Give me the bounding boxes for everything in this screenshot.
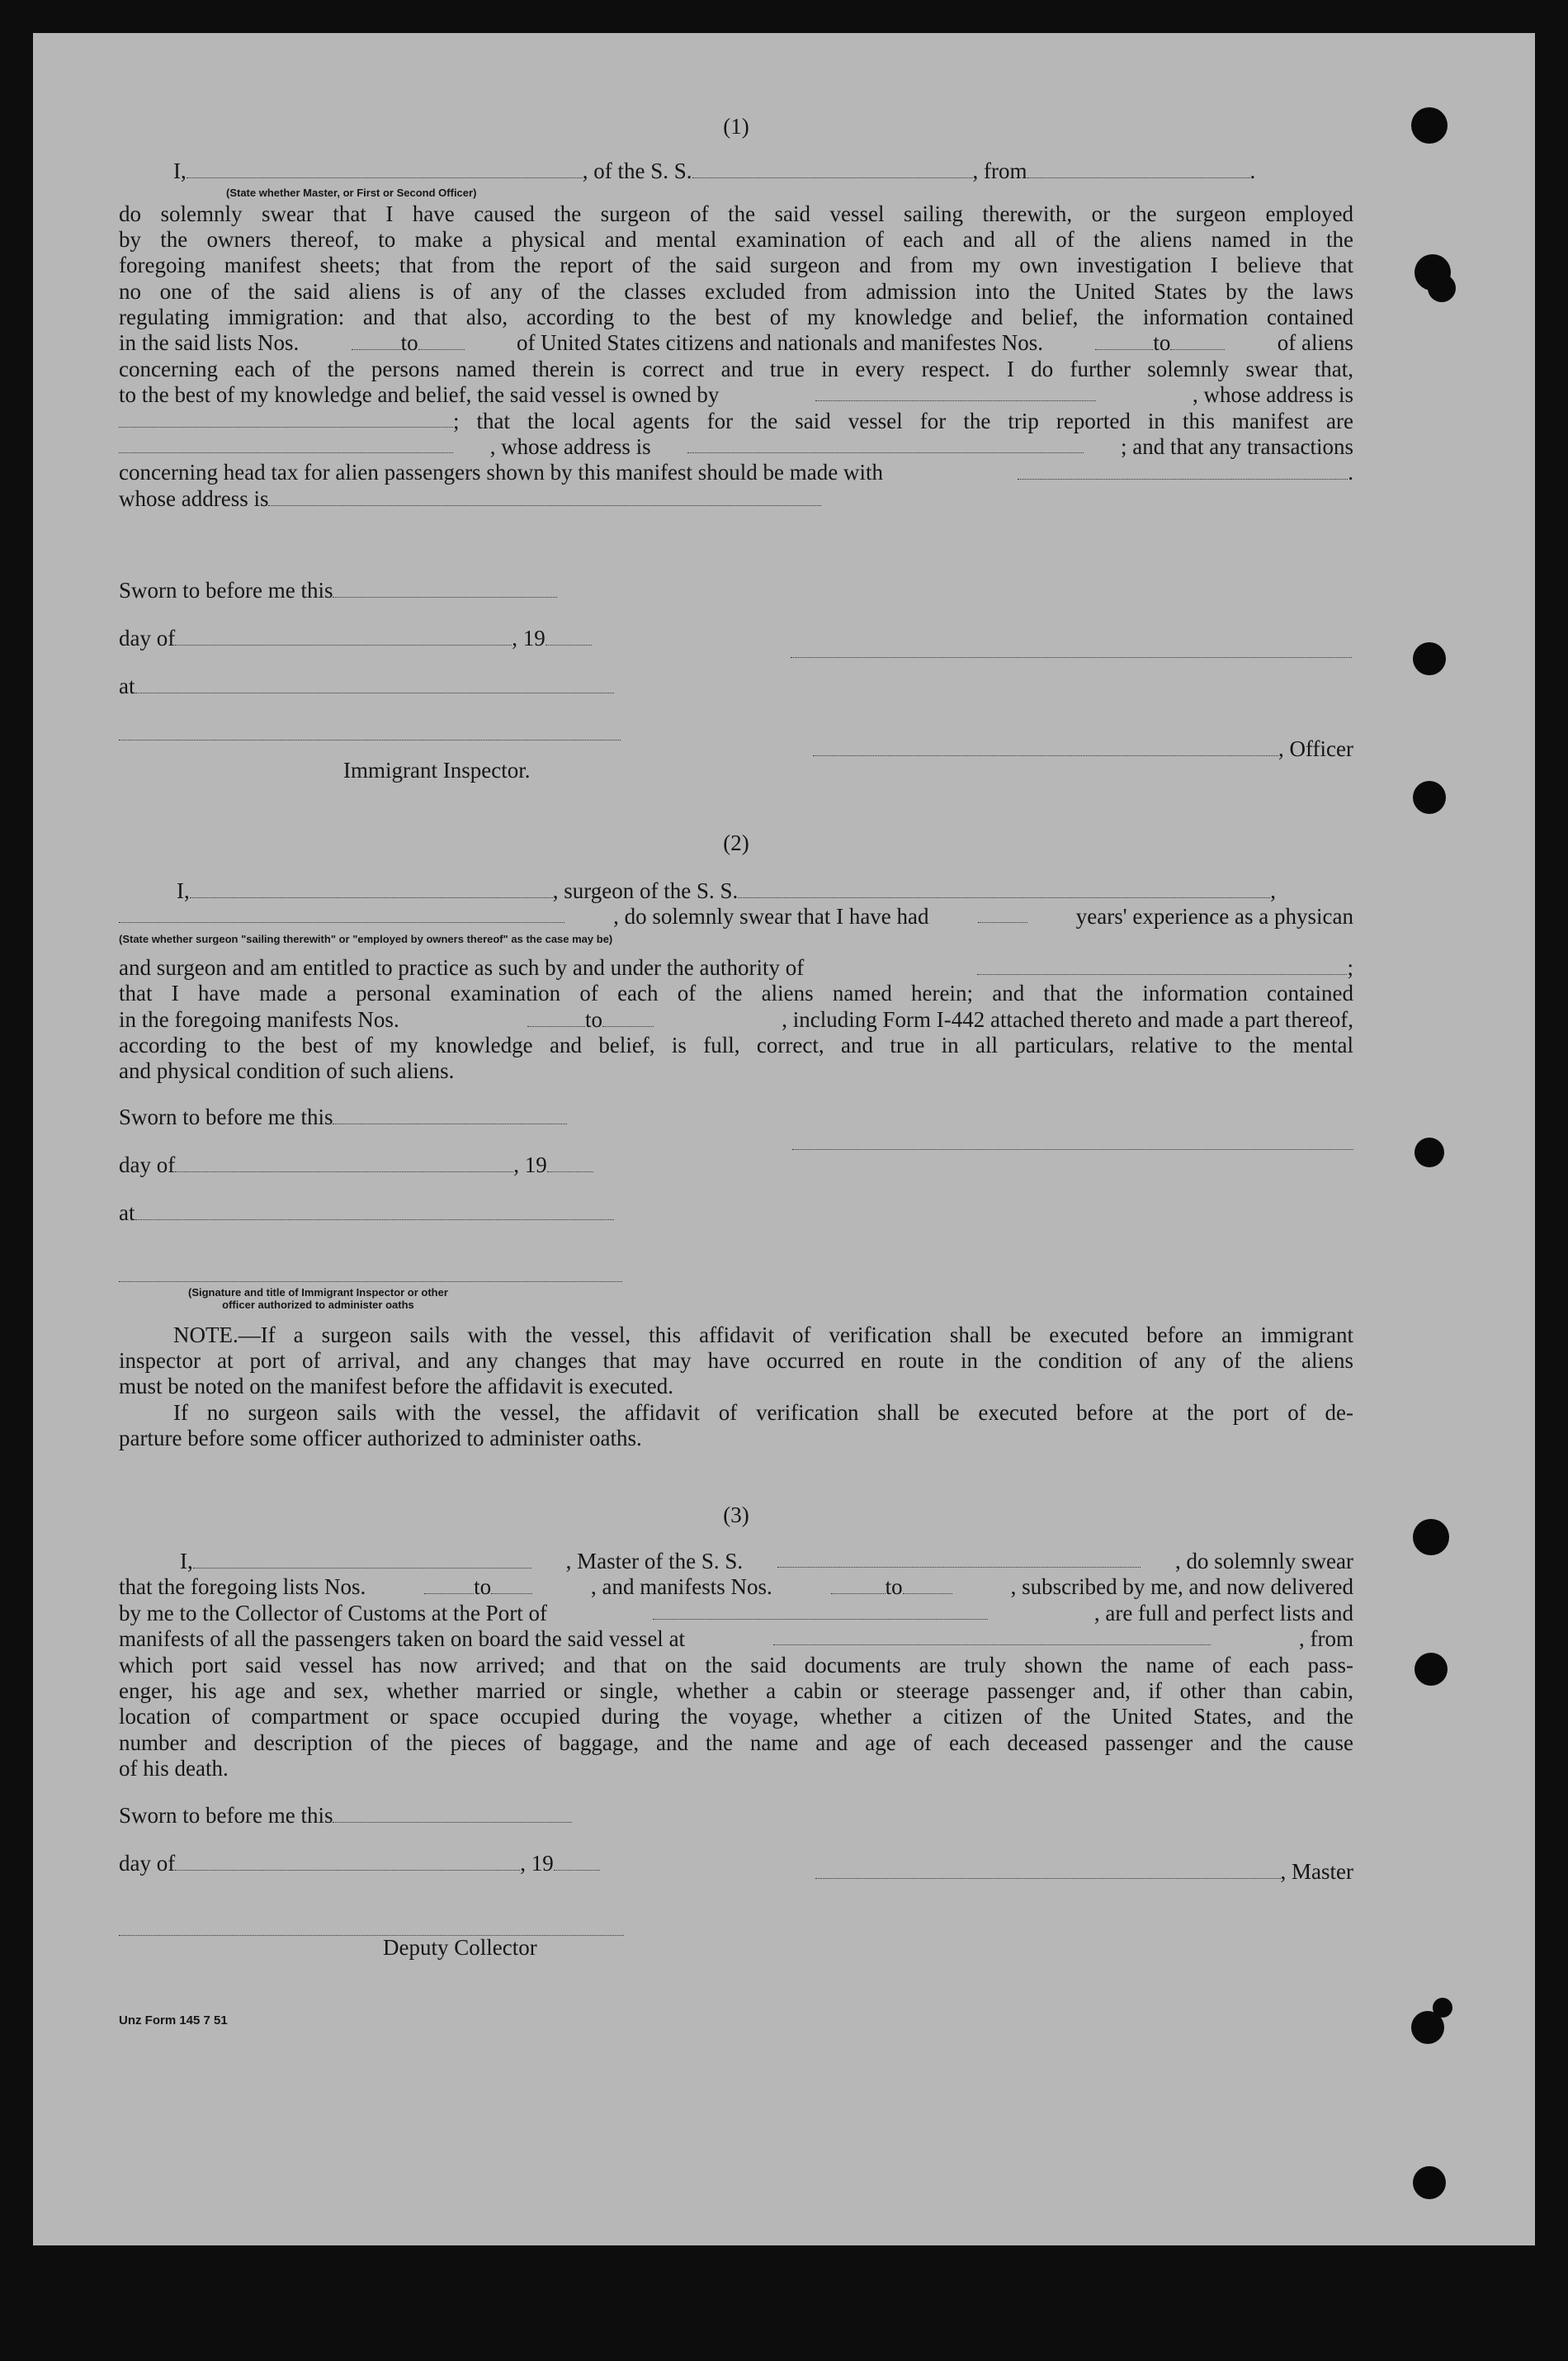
text: , subscribed by me, and now delivered [1010, 1574, 1353, 1599]
port-field[interactable] [653, 1601, 988, 1620]
year-field[interactable] [547, 1153, 593, 1172]
section-2-at-line [119, 1200, 1353, 1227]
text: by me to the Collector of Customs at the Port of [119, 1601, 547, 1625]
manifest-from-field[interactable] [1095, 331, 1153, 350]
manifest-to-field[interactable] [1170, 331, 1225, 350]
surgeon-status-field[interactable] [119, 904, 564, 923]
deputy-collector-label: Deputy Collector [383, 1935, 537, 1960]
text-from: , from [972, 159, 1027, 183]
section-1-sworn-line [119, 578, 1353, 604]
text: , Officer [1278, 736, 1353, 761]
section-3-lists-line [119, 1574, 1353, 1601]
text: , do solemnly swear [1175, 1549, 1353, 1573]
text: to [400, 330, 418, 355]
boarding-port-field[interactable] [773, 1626, 1211, 1645]
signature-line[interactable] [791, 639, 1352, 658]
owner-field[interactable] [815, 382, 1096, 401]
text: ; that the local agents for the said vessel for the trip reported in this manifest are [453, 409, 1353, 433]
binder-hole [1411, 107, 1448, 144]
section-2-header-line: I, , surgeon of the S. S. , [177, 878, 1277, 903]
list-to-field[interactable] [491, 1575, 532, 1594]
text: and surgeon and am entitled to practice as such by and under the authority of [119, 955, 805, 980]
surgeon-name-field[interactable] [190, 879, 553, 898]
surgeon-signature-line[interactable] [792, 1131, 1353, 1150]
section-2-number: (2) [723, 830, 749, 855]
text: manifests of all the passengers taken on board the said vessel at [119, 1626, 686, 1651]
authority-field[interactable] [977, 956, 1347, 975]
text: of United States citizens and nationals and manifestes Nos. [516, 330, 1044, 355]
text: at [119, 674, 135, 698]
note-line: inspector at port of arrival, and any changes that may have occurred en route in the condition of any of the aliens [119, 1348, 1353, 1373]
section-2-line: and physical condition of such aliens. [119, 1058, 455, 1083]
list-to-field[interactable] [418, 331, 465, 350]
master-signature-field[interactable] [815, 1860, 1281, 1879]
binder-hole [1413, 1519, 1449, 1555]
text: to [584, 1007, 602, 1032]
section-1-line: do solemnly swear that I have caused the surgeon of the said vessel sailing therewith, or the surgeon employed [119, 201, 1353, 226]
section-3-boarded-line [119, 1626, 1353, 1653]
text: (Signature and title of Immigrant Inspector or other [188, 1286, 448, 1299]
officer-signature-field[interactable] [813, 737, 1278, 756]
binder-hole [1413, 642, 1446, 675]
text: Sworn to before me this [119, 1105, 333, 1129]
immigrant-inspector-label: Immigrant Inspector. [343, 758, 531, 783]
section-1-headtax-line: concerning head tax for alien passengers shown by this manifest should be made with . [119, 460, 1353, 485]
master-name-field[interactable] [193, 1550, 531, 1568]
master-ship-field[interactable] [777, 1549, 1141, 1568]
text: , Master of the S. S. [565, 1549, 744, 1573]
section-2-line: that I have made a personal examination of each of the aliens named herein; and that the information contained [119, 981, 1353, 1005]
manifest-to-field[interactable] [903, 1575, 952, 1594]
text: at [119, 1200, 135, 1225]
text: , surgeon of the S. S. [552, 878, 739, 903]
sworn-date-field[interactable] [333, 1105, 567, 1124]
officer-rank-note: (State whether Master, or First or Second Officer) [226, 187, 477, 199]
section-3-port-line [119, 1601, 1353, 1627]
text: to the best of my knowledge and belief, the said vessel is owned by [119, 382, 720, 407]
section-2-line: according to the best of my knowledge and belief, is full, correct, and true in all particulars, relative to the mental [119, 1033, 1353, 1057]
section-2-authority-line: and surgeon and am entitled to practice as such by and under the authority of ; [119, 955, 1353, 980]
text: , are full and perfect lists and [1093, 1601, 1353, 1625]
section-3-line: location of compartment or space occupied during the voyage, whether a citizen of the United States, and the [119, 1704, 1353, 1729]
text: , from [1299, 1626, 1353, 1651]
text: I, [180, 1549, 193, 1573]
text: , do solemnly swear that I have had [613, 904, 929, 929]
text: Sworn to before me this [119, 1803, 333, 1828]
list-from-field[interactable] [424, 1575, 474, 1594]
text: , including Form I-442 attached thereto and made a part thereof, [782, 1007, 1353, 1032]
section-1-line: foregoing manifest sheets; that from the report of the said surgeon and from my own investigation I believe that [119, 253, 1353, 277]
binder-hole [1428, 274, 1456, 302]
note-line: NOTE.—If a surgeon sails with the vessel, this affidavit of verification shall be executed before an immigrant [173, 1322, 1353, 1347]
text: to [474, 1574, 492, 1599]
deputy-signature-line[interactable] [119, 1917, 624, 1936]
ship-name-field[interactable] [692, 159, 973, 178]
at-place-field[interactable] [135, 674, 614, 693]
section-1-number: (1) [723, 114, 749, 139]
surgeon-status-note: (State whether surgeon "sailing therewith" or "employed by owners thereof" as the case may be) [119, 933, 613, 945]
signature-note [188, 1286, 448, 1311]
text-i: I, [173, 159, 187, 183]
text: concerning head tax for alien passengers shown by this manifest should be made with [119, 460, 884, 485]
section-1-owner-line [119, 382, 1353, 409]
section-1-header-line: I, , of the S. S. , from . [173, 159, 1256, 183]
text: to [1153, 330, 1171, 355]
form-id: Unz Form 145 7 51 [119, 2013, 228, 2027]
text: to [885, 1574, 903, 1599]
section-3-line: number and description of the pieces of baggage, and the name and age of each deceased passenger and the cause [119, 1730, 1353, 1755]
at-place-field[interactable] [135, 1201, 614, 1220]
text: day of [119, 1851, 176, 1876]
text: that the foregoing lists Nos. [119, 1574, 366, 1599]
binder-hole [1413, 2166, 1446, 2199]
text: years' experience as a physican [1075, 904, 1353, 929]
from-port-field[interactable] [1027, 159, 1250, 178]
section-1-line: by the owners thereof, to make a physical and mental examination of each and all of the aliens named in the [119, 227, 1353, 252]
text: in the foregoing manifests Nos. [119, 1007, 399, 1032]
year-field[interactable] [545, 627, 592, 646]
section-1-line: no one of the said aliens is of any of the classes excluded from admission into the United States by the laws [119, 279, 1353, 304]
text: of aliens [1277, 330, 1353, 355]
section-3-line: enger, his age and sex, whether married or single, whether a cabin or steerage passenger and, if other than cabin, [119, 1678, 1353, 1703]
section-3-number: (3) [723, 1502, 749, 1527]
text: in the said lists Nos. [119, 330, 300, 355]
manifest-from-field[interactable] [831, 1575, 886, 1594]
text: day of [119, 626, 176, 651]
sworn-date-field[interactable] [333, 1804, 572, 1823]
section-3-sworn-line [119, 1803, 1353, 1829]
officer-name-field[interactable] [187, 159, 583, 178]
section-1-line: concerning each of the persons named therein is correct and true in every respect. I do further solemnly swear that, [119, 357, 1353, 381]
text: whose address is [119, 486, 269, 511]
text: , whose address is [1193, 382, 1353, 407]
text: , 19 [512, 626, 545, 651]
text: day of [119, 1152, 176, 1177]
day-of-field[interactable] [175, 627, 512, 646]
inspector-signature-line[interactable] [119, 1263, 622, 1282]
text-of-the-ss: , of the S. S. [582, 159, 692, 183]
text: ; and that any transactions [1121, 434, 1353, 459]
list-from-field[interactable] [352, 331, 401, 350]
sworn-date-field[interactable] [333, 579, 557, 598]
section-1-lists-line [119, 330, 1353, 357]
text: I, [177, 878, 190, 903]
headtax-address-field[interactable] [268, 487, 821, 506]
form-page [33, 33, 1535, 2245]
years-field[interactable] [978, 904, 1027, 923]
binder-hole [1415, 1653, 1448, 1686]
officer-line [119, 736, 1353, 763]
section-1-agents-line [119, 409, 1353, 435]
note-line: must be noted on the manifest before the affidavit is executed. [119, 1374, 674, 1398]
section-3-header-line [119, 1549, 1353, 1575]
note-line: parture before some officer authorized to administer oaths. [119, 1426, 642, 1450]
text: , and manifests Nos. [591, 1574, 772, 1599]
day-of-field[interactable] [175, 1153, 513, 1172]
section-1-agents-address-line [119, 434, 1353, 461]
surgeon-ship-field[interactable] [738, 879, 1270, 898]
section-1-at-line [119, 674, 1353, 700]
master-signature-line [119, 1859, 1353, 1885]
section-2-experience-line [119, 904, 1353, 930]
binder-hole [1413, 781, 1446, 814]
text: , whose address is [489, 434, 651, 459]
text: Sworn to before me this [119, 578, 333, 603]
agents-field[interactable] [119, 434, 453, 453]
note-line: If no surgeon sails with the vessel, the affidavit of verification shall be executed before at the port of de- [173, 1400, 1353, 1425]
text: , 19 [520, 1851, 554, 1876]
agents-address-field[interactable] [687, 434, 1084, 453]
section-2-sworn-line [119, 1105, 1353, 1131]
text: officer authorized to administer oaths [222, 1299, 414, 1311]
section-3-line: of his death. [119, 1756, 229, 1781]
section-1-line: regulating immigration: and that also, according to the best of my knowledge and belief, the information contained [119, 305, 1353, 329]
headtax-contact-field[interactable] [1018, 461, 1348, 480]
manifest-from-field[interactable] [527, 1008, 585, 1027]
section-3-line: which port said vessel has now arrived; and that on the said documents are truly shown the name of each pass- [119, 1653, 1353, 1677]
owner-address-field[interactable] [119, 409, 453, 428]
manifest-to-field[interactable] [602, 1008, 654, 1027]
section-2-day-line [119, 1152, 1353, 1179]
binder-hole [1415, 1138, 1444, 1167]
section-1-whose-address-line [119, 486, 1353, 513]
text: , Master [1280, 1859, 1353, 1884]
binder-hole [1433, 1998, 1452, 2018]
section-2-manifests-line [119, 1007, 1353, 1034]
text: , 19 [513, 1152, 547, 1177]
